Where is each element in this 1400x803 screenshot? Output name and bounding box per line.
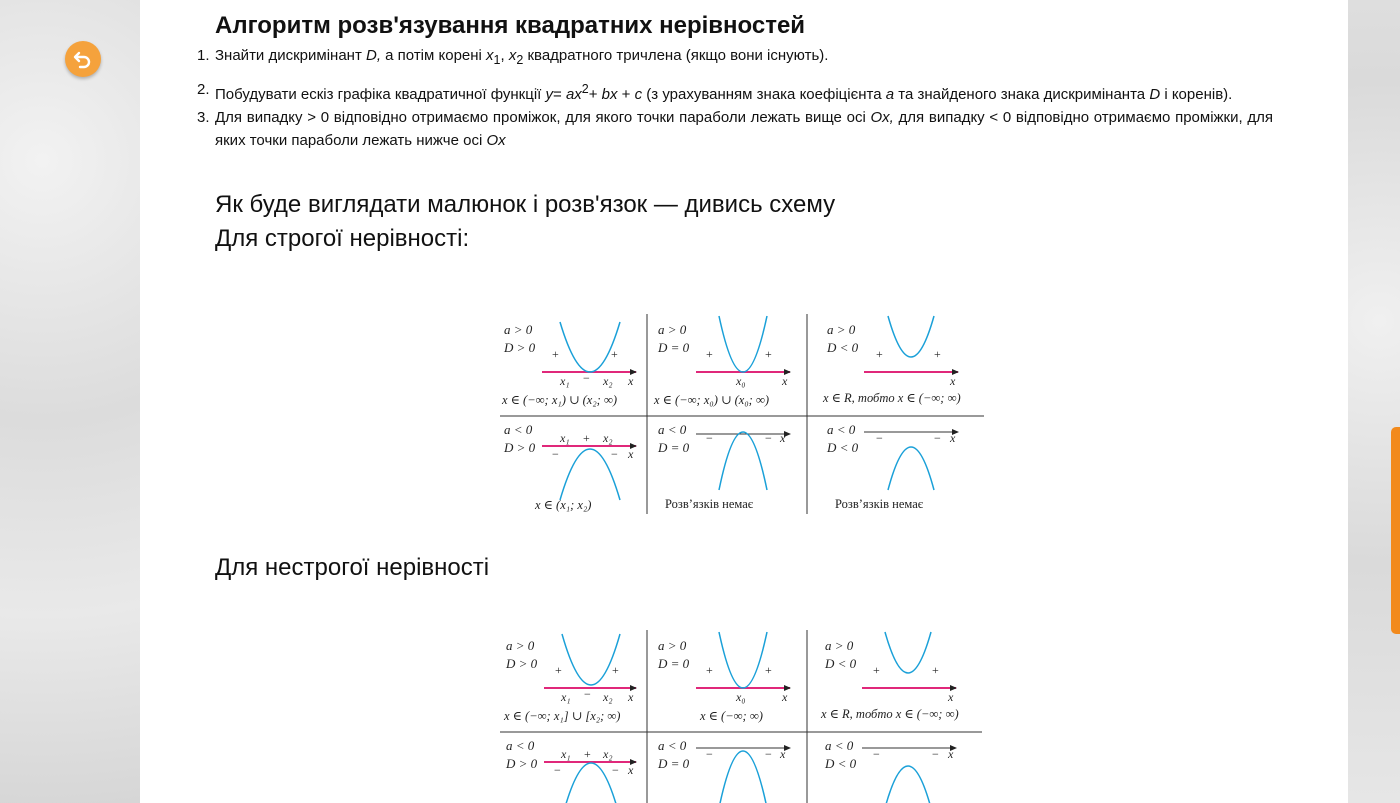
math-text: y bbox=[545, 86, 553, 103]
step-text: Побудувати ескіз графіка квадратичної функції bbox=[215, 86, 546, 103]
root-label: x₂ bbox=[603, 690, 613, 704]
cell-condition: a > 0 bbox=[504, 322, 533, 337]
axis-label: x bbox=[782, 690, 788, 704]
parabola-up bbox=[719, 632, 767, 688]
sign-minus: − bbox=[765, 747, 772, 761]
cell-answer: x ∈ (−∞; x₁) ∪ (x₂; ∞) bbox=[502, 393, 618, 407]
step-text: + bbox=[617, 86, 635, 103]
back-button[interactable] bbox=[65, 41, 101, 77]
cell-answer: x ∈ R, тобто x ∈ (−∞; ∞) bbox=[821, 707, 959, 721]
sign-minus: − bbox=[765, 431, 772, 445]
step-number: 3. bbox=[197, 109, 210, 126]
sign-minus: − bbox=[583, 371, 590, 385]
cell-condition: a < 0 bbox=[658, 422, 687, 437]
axis-label: x bbox=[950, 431, 956, 445]
math-text: bx bbox=[601, 86, 618, 103]
math-sup: 2 bbox=[581, 82, 589, 96]
nonstrict-heading: Для нестрогої нерівності bbox=[215, 554, 490, 581]
strict-scheme-diagram bbox=[500, 312, 986, 517]
step-text: та знайденого знака дискримінанта bbox=[894, 86, 1150, 103]
step-number: 1. bbox=[197, 47, 210, 64]
math-text: D bbox=[1149, 86, 1161, 103]
root-label: x₀ bbox=[736, 690, 746, 704]
cell-condition: D > 0 bbox=[504, 340, 536, 355]
sign-plus: + bbox=[611, 347, 618, 361]
axis-label: x bbox=[780, 747, 786, 761]
sign-minus: − bbox=[934, 431, 941, 445]
step-item bbox=[197, 44, 1273, 72]
math-text: Ox bbox=[486, 132, 506, 149]
background-right bbox=[1348, 0, 1400, 803]
math-text: D, bbox=[366, 47, 381, 64]
sign-minus: − bbox=[584, 687, 591, 701]
cell-condition: D > 0 bbox=[504, 440, 536, 455]
cell-condition: D > 0 bbox=[506, 656, 538, 671]
step-number: 2. bbox=[197, 81, 210, 98]
cell-answer: x ∈ (−∞; x₀) ∪ (x₀; ∞) bbox=[654, 393, 770, 407]
cell-condition: a < 0 bbox=[658, 738, 687, 753]
step-text: , bbox=[500, 47, 509, 64]
sign-minus: − bbox=[554, 763, 561, 777]
axis-label: x bbox=[948, 690, 954, 704]
sign-minus: − bbox=[932, 747, 939, 761]
sign-plus: + bbox=[765, 347, 772, 361]
step-item bbox=[197, 106, 1273, 152]
scheme-heading: Як буде виглядати малюнок і розв'язок — дивись схему bbox=[215, 191, 836, 218]
axis-label: x bbox=[628, 374, 634, 388]
axis-label: x bbox=[782, 374, 788, 388]
sign-plus: + bbox=[876, 347, 883, 361]
sign-plus: + bbox=[552, 347, 559, 361]
root-label: x₁ bbox=[561, 747, 571, 761]
step-text: і коренів). bbox=[1160, 86, 1233, 103]
sign-plus: + bbox=[555, 663, 562, 677]
axis-label: x bbox=[628, 763, 634, 777]
sign-minus: − bbox=[873, 747, 880, 761]
cell-condition: D < 0 bbox=[825, 656, 857, 671]
step-text: для випадку < 0 відповідно отримаємо проміжки, для яких точки параболи лежать нижче осі bbox=[215, 109, 1273, 149]
cell-condition: a > 0 bbox=[827, 322, 856, 337]
sign-minus: − bbox=[612, 763, 619, 777]
parabola-up bbox=[885, 632, 931, 673]
sign-plus: + bbox=[706, 347, 713, 361]
math-text: x bbox=[508, 47, 517, 64]
axis-label: x bbox=[948, 747, 954, 761]
axis-label: x bbox=[780, 431, 786, 445]
nonstrict-scheme-diagram bbox=[500, 628, 986, 803]
step-text: Знайти дискримінант bbox=[215, 47, 366, 64]
sign-minus: − bbox=[552, 447, 559, 461]
math-text: ax bbox=[565, 86, 582, 103]
cell-condition: a > 0 bbox=[825, 638, 854, 653]
sign-minus: − bbox=[611, 447, 618, 461]
cell-condition: a < 0 bbox=[827, 422, 856, 437]
axis-label: x bbox=[628, 447, 634, 461]
cell-condition: D < 0 bbox=[825, 756, 857, 771]
parabola-down bbox=[719, 751, 767, 803]
sign-plus: + bbox=[932, 663, 939, 677]
cell-condition: D < 0 bbox=[827, 440, 859, 455]
sign-plus: + bbox=[873, 663, 880, 677]
cell-condition: a > 0 bbox=[658, 638, 687, 653]
step-text: = bbox=[553, 86, 566, 103]
cell-condition: D > 0 bbox=[506, 756, 538, 771]
cell-condition: a < 0 bbox=[506, 738, 535, 753]
root-label: x₁ bbox=[560, 431, 570, 445]
cell-answer: Розв’язків немає bbox=[835, 497, 924, 511]
root-label: x₂ bbox=[603, 431, 613, 445]
scrollbar-thumb[interactable] bbox=[1391, 427, 1400, 634]
content-area bbox=[197, 12, 1273, 256]
root-label: x₁ bbox=[560, 374, 570, 388]
root-label: x₂ bbox=[603, 374, 613, 388]
cell-condition: D = 0 bbox=[658, 656, 690, 671]
root-label: x₀ bbox=[736, 374, 746, 388]
cell-condition: a > 0 bbox=[506, 638, 535, 653]
math-sub: 2 bbox=[516, 53, 524, 67]
algorithm-steps bbox=[197, 44, 1273, 152]
cell-answer: x ∈ (x₁; x₂) bbox=[535, 498, 592, 512]
page-title: Алгоритм розв'язування квадратних нерівностей bbox=[215, 12, 806, 39]
sign-minus: − bbox=[706, 431, 713, 445]
math-text: x bbox=[486, 47, 494, 64]
step-text: а потім корені bbox=[381, 47, 487, 64]
sign-plus: + bbox=[612, 663, 619, 677]
sign-plus: + bbox=[706, 663, 713, 677]
cell-condition: D = 0 bbox=[658, 756, 690, 771]
cell-condition: D = 0 bbox=[658, 340, 690, 355]
cell-condition: D < 0 bbox=[827, 340, 859, 355]
sign-plus: + bbox=[584, 747, 591, 761]
parabola-up bbox=[562, 634, 620, 685]
step-text: Для випадку > 0 відповідно отримаємо проміжок, для якого точки параболи лежать вище осі bbox=[215, 109, 871, 126]
parabola-down bbox=[719, 432, 767, 490]
sign-minus: − bbox=[706, 747, 713, 761]
step-item bbox=[197, 78, 1273, 106]
math-sub: 1 bbox=[493, 53, 501, 67]
sign-plus: + bbox=[934, 347, 941, 361]
axis-label: x bbox=[950, 374, 956, 388]
cell-condition: D = 0 bbox=[658, 440, 690, 455]
root-label: x₂ bbox=[603, 747, 613, 761]
step-text: + bbox=[588, 86, 602, 103]
sign-plus: + bbox=[765, 663, 772, 677]
sign-plus: + bbox=[583, 431, 590, 445]
cell-answer: Розв’язків немає bbox=[665, 497, 754, 511]
strict-scheme-figure bbox=[500, 312, 986, 522]
math-text: a bbox=[885, 86, 895, 103]
parabola-up bbox=[719, 316, 767, 372]
step-text: (з урахуванням знака коефіцієнта bbox=[642, 86, 886, 103]
nonstrict-scheme-figure bbox=[500, 628, 986, 803]
root-label: x₁ bbox=[561, 690, 571, 704]
page-content bbox=[140, 0, 1348, 803]
cell-answer: x ∈ R, тобто x ∈ (−∞; ∞) bbox=[823, 391, 961, 405]
strict-heading: Для строгої нерівності: bbox=[215, 225, 470, 252]
parabola-down bbox=[885, 766, 931, 803]
cell-condition: a > 0 bbox=[658, 322, 687, 337]
cell-condition: a < 0 bbox=[825, 738, 854, 753]
parabola-down bbox=[888, 447, 934, 490]
sign-minus: − bbox=[876, 431, 883, 445]
axis-label: x bbox=[628, 690, 634, 704]
parabola-up bbox=[888, 316, 934, 357]
step-text: квадратного тричлена (якщо вони існують). bbox=[523, 47, 829, 64]
cell-answer: x ∈ (−∞; x₁] ∪ [x₂; ∞) bbox=[504, 709, 621, 723]
background-left bbox=[0, 0, 140, 803]
cell-answer: x ∈ (−∞; ∞) bbox=[700, 709, 763, 723]
cell-condition: a < 0 bbox=[504, 422, 533, 437]
math-text: Ox, bbox=[870, 109, 894, 126]
undo-arrow-icon bbox=[72, 48, 94, 70]
math-text: c bbox=[634, 86, 643, 103]
